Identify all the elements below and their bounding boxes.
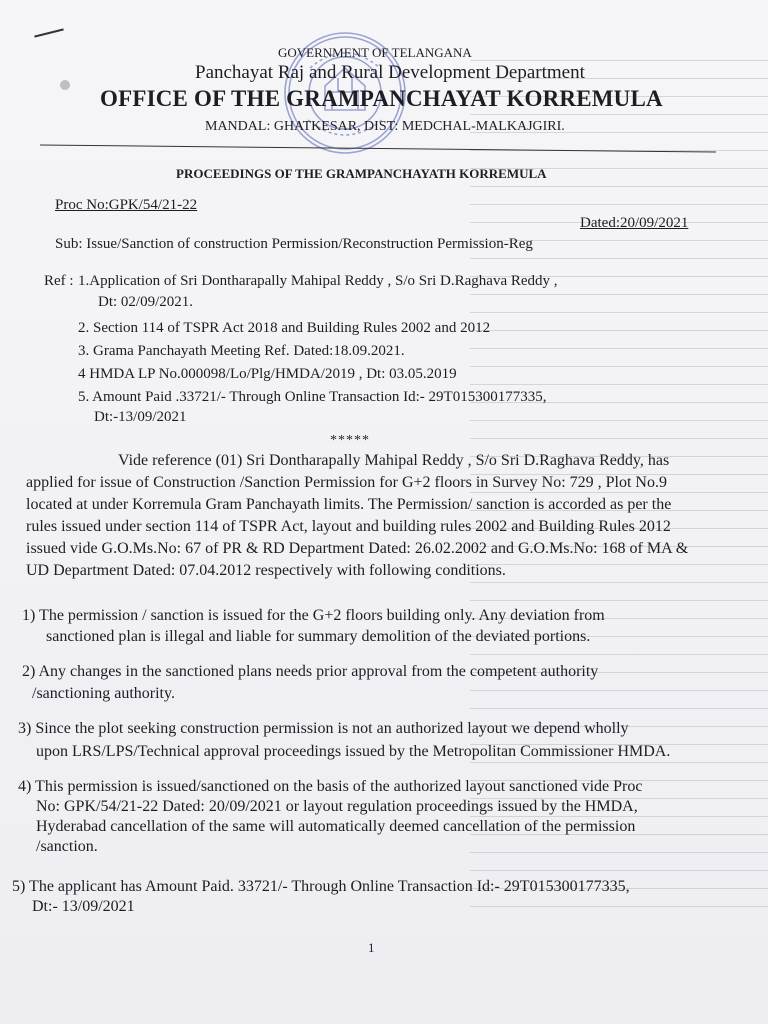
reference-line: 2. Section 114 of TSPR Act 2018 and Building Rules 2002 and 2012 bbox=[78, 320, 491, 336]
body-paragraph-line: Vide reference (01) Sri Dontharapally Mahipal Reddy , S/o Sri D.Raghava Reddy, has bbox=[118, 452, 670, 469]
punch-hole bbox=[60, 80, 70, 90]
reference-line: 3. Grama Panchayath Meeting Ref. Dated:18.09.2021. bbox=[78, 343, 405, 359]
condition-3-line: 3) Since the plot seeking construction permission is not an authorized layout we depend wholly bbox=[18, 720, 629, 737]
mandal-district: MANDAL: GHATKESAR, DIST: MEDCHAL-MALKAJGIRI. bbox=[205, 119, 565, 134]
condition-2-line: /sanctioning authority. bbox=[32, 685, 175, 702]
condition-1-line: sanctioned plan is illegal and liable for summary demolition of the deviated portions. bbox=[46, 628, 591, 645]
condition-4-line: No: GPK/54/21-22 Dated: 20/09/2021 or layout regulation proceedings issued by the HMDA, bbox=[36, 798, 638, 815]
body-paragraph-line: located at under Korremula Gram Panchayath limits. The Permission/ sanction is accorded as per the bbox=[26, 496, 672, 513]
references-label: Ref : bbox=[44, 273, 74, 289]
condition-5-line: Dt:- 13/09/2021 bbox=[32, 898, 135, 915]
pen-mark bbox=[34, 28, 64, 37]
proc-number: Proc No:GPK/54/21-22 bbox=[55, 197, 198, 213]
section-separator: ***** bbox=[330, 433, 370, 448]
body-paragraph-line: applied for issue of Construction /Sanction Permission for G+2 floors in Survey No: 729 , Plot No.9 bbox=[26, 474, 667, 491]
body-paragraph-line: rules issued under section 114 of TSPR Act, layout and building rules 2002 and Building Rules 2012 bbox=[26, 518, 671, 535]
condition-2-line: 2) Any changes in the sanctioned plans needs prior approval from the competent authority bbox=[22, 663, 599, 680]
reference-line: 1.Application of Sri Dontharapally Mahipal Reddy , S/o Sri D.Raghava Reddy , bbox=[78, 273, 558, 289]
condition-4-line: Hyderabad cancellation of the same will automatically deemed cancellation of the permission bbox=[36, 818, 636, 835]
proc-date: Dated:20/09/2021 bbox=[580, 215, 689, 231]
condition-5-line: 5) The applicant has Amount Paid. 33721/- Through Online Transaction Id:- 29T015300177335, bbox=[12, 878, 630, 895]
reference-line: 4 HMDA LP No.000098/Lo/Plg/HMDA/2019 , Dt: 03.05.2019 bbox=[78, 366, 457, 382]
condition-4-line: /sanction. bbox=[36, 838, 98, 855]
office-title: OFFICE OF THE GRAMPANCHAYAT KORREMULA bbox=[100, 86, 663, 111]
reference-line: Dt:-13/09/2021 bbox=[94, 409, 187, 425]
body-paragraph-line: UD Department Dated: 07.04.2012 respectively with following conditions. bbox=[26, 562, 506, 579]
page-number: 1 bbox=[368, 940, 375, 955]
department-title: Panchayat Raj and Rural Development Department bbox=[195, 62, 585, 83]
condition-3-line: upon LRS/LPS/Technical approval proceedings issued by the Metropolitan Commissioner HMDA. bbox=[36, 743, 671, 760]
body-paragraph-line: issued vide G.O.Ms.No: 67 of PR & RD Department Dated: 26.02.2002 and G.O.Ms.No: 168 of MA & bbox=[26, 540, 689, 557]
condition-1-line: 1) The permission / sanction is issued for the G+2 floors building only. Any deviation from bbox=[22, 607, 605, 624]
subject-line: Sub: Issue/Sanction of construction Permission/Reconstruction Permission-Reg bbox=[55, 236, 533, 252]
government-title: GOVERNMENT OF TELANGANA bbox=[278, 45, 472, 60]
reference-line: 5. Amount Paid .33721/- Through Online Transaction Id:- 29T015300177335, bbox=[78, 389, 547, 405]
reference-line: Dt: 02/09/2021. bbox=[98, 294, 194, 310]
proceedings-title: PROCEEDINGS OF THE GRAMPANCHAYATH KORREMULA bbox=[176, 166, 547, 181]
condition-4-line: 4) This permission is issued/sanctioned on the basis of the authorized layout sanctioned vide Proc bbox=[18, 778, 643, 795]
